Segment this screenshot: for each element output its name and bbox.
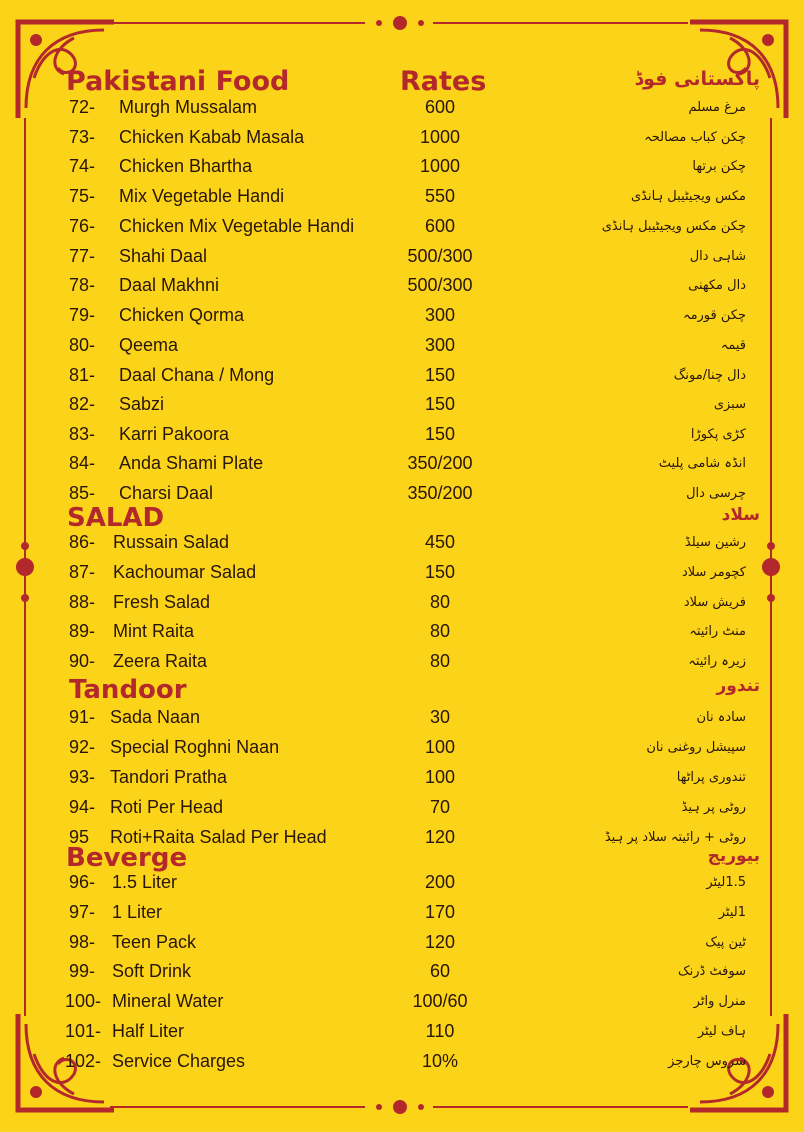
menu-item-row [0, 216, 804, 242]
item-urdu-name: چکن مکس ویجیٹیبل ہانڈی [601, 219, 746, 234]
item-number: 74- [69, 156, 96, 176]
menu-item-row [0, 961, 804, 987]
menu-item-row [0, 872, 804, 898]
item-price: 170 [424, 902, 456, 922]
item-price: 80 [429, 592, 451, 612]
item-name: Murgh Mussalam [119, 97, 258, 117]
item-name: 1.5 Liter [112, 872, 178, 892]
item-number: 79- [69, 305, 96, 325]
item-urdu-name: رشین سیلڈ [684, 535, 746, 550]
item-price: 500/300 [407, 246, 473, 266]
item-name: Daal Chana / Mong [119, 365, 275, 385]
menu-item-row [0, 186, 804, 212]
item-number: 81- [69, 365, 96, 385]
item-urdu-name: انڈہ شامی پلیٹ [658, 456, 746, 471]
item-name: Tandori Pratha [110, 767, 228, 787]
item-name: Mint Raita [113, 621, 195, 641]
item-urdu-name: سبزی [713, 397, 746, 412]
item-name: Daal Makhni [119, 275, 220, 295]
item-urdu-name: چکن قورمہ [682, 308, 746, 323]
item-price: 120 [424, 932, 456, 952]
item-name: Russain Salad [113, 532, 230, 552]
menu-item-row [0, 394, 804, 420]
item-name: Chicken Kabab Masala [119, 127, 305, 147]
item-price: 150 [424, 562, 456, 582]
item-price: 150 [424, 424, 456, 444]
item-urdu-name: کچومر سلاد [681, 565, 746, 580]
item-urdu-name: روٹی پر ہیڈ [681, 800, 746, 815]
item-urdu-name: ٹین پیک [705, 935, 746, 950]
item-urdu-name: مکس ویجیٹیبل ہانڈی [630, 189, 746, 204]
menu-item-row [0, 902, 804, 928]
menu-item-row [0, 127, 804, 153]
item-price: 110 [425, 1021, 455, 1041]
item-number: 96- [69, 872, 96, 892]
item-urdu-name: کڑی پکوڑا [690, 427, 746, 442]
item-price: 350/200 [407, 453, 473, 473]
item-price: 600 [424, 216, 456, 236]
item-price: 1000 [419, 156, 461, 176]
item-number: 80- [69, 335, 96, 355]
item-name: Qeema [119, 335, 179, 355]
item-urdu-name: سپیشل روغنی نان [646, 740, 746, 755]
menu-item-row [0, 797, 804, 823]
item-number: 72- [69, 97, 96, 117]
item-price: 150 [424, 394, 456, 414]
item-name: Zeera Raita [113, 651, 208, 671]
item-price: 300 [424, 335, 456, 355]
item-number: 88- [69, 592, 96, 612]
item-number: 92- [69, 737, 96, 757]
item-name: Shahi Daal [119, 246, 208, 266]
menu-item-row [0, 621, 804, 647]
item-number: 94- [69, 797, 96, 817]
item-name: Special Roghni Naan [110, 737, 280, 757]
menu-item-row [0, 305, 804, 331]
menu-item-row [0, 737, 804, 763]
item-name: Roti+Raita Salad Per Head [110, 827, 327, 847]
item-number: 91- [69, 707, 96, 727]
item-number: 85- [69, 483, 96, 503]
item-urdu-name: چکن کباب مصالحہ [644, 130, 746, 145]
item-number: 75- [69, 186, 96, 206]
item-price: 100 [424, 737, 456, 757]
item-price: 200 [424, 872, 456, 892]
menu-item-row [0, 365, 804, 391]
item-price: 550 [424, 186, 456, 206]
ornament-dot [376, 1104, 382, 1110]
menu-item-row [0, 335, 804, 361]
menu-item-row [0, 1051, 804, 1077]
tandoor-section-title: Tandoor [69, 675, 187, 705]
urdu-food-section-title: پاکستانی فوڈ [634, 68, 760, 90]
item-number: 84- [69, 453, 96, 473]
item-name: Roti Per Head [110, 797, 224, 817]
item-urdu-name: سادہ نان [696, 710, 746, 725]
item-number: 89- [69, 621, 96, 641]
item-urdu-name: تندوری پراٹھا [676, 770, 746, 785]
beverage-section-title: Beverge [66, 843, 188, 873]
item-urdu-name: زیرہ رائیتہ [688, 654, 746, 669]
menu-item-row [0, 156, 804, 182]
rates-column-title: Rates [400, 66, 487, 97]
item-number: 93- [69, 767, 96, 787]
ornament-dot [393, 1100, 407, 1114]
menu-item-row [0, 275, 804, 301]
item-urdu-name: دال مکھنی [688, 278, 746, 293]
ornament-dot [376, 20, 382, 26]
item-price: 80 [429, 651, 451, 671]
item-number: 101- [65, 1021, 102, 1041]
item-urdu-name: دال چنا/مونگ [673, 368, 746, 383]
ornament-dot [418, 20, 424, 26]
menu-item-row [0, 97, 804, 123]
item-number: 78- [69, 275, 96, 295]
frame-bottom-left-line [110, 1106, 365, 1108]
item-price: 100 [424, 767, 456, 787]
item-urdu-name: 1لیٹر [718, 905, 746, 920]
item-number: 99- [69, 961, 96, 981]
item-number: 77- [69, 246, 96, 266]
item-name: Chicken Bhartha [119, 156, 253, 176]
menu-item-row [0, 453, 804, 479]
item-price: 450 [424, 532, 456, 552]
frame-top-left-line [110, 22, 365, 24]
item-name: 1 Liter [112, 902, 163, 922]
item-name: Teen Pack [112, 932, 197, 952]
item-urdu-name: مرغ مسلم [688, 100, 746, 115]
menu-item-row [0, 651, 804, 677]
item-price: 300 [424, 305, 456, 325]
item-name: Charsi Daal [119, 483, 214, 503]
item-urdu-name: قیمہ [720, 338, 746, 353]
food-section-title: Pakistani Food [66, 66, 290, 97]
item-number: 102- [65, 1051, 102, 1071]
item-urdu-name: شاہی دال [689, 249, 746, 264]
item-price: 30 [429, 707, 451, 727]
item-urdu-name: چکن برتھا [692, 159, 746, 174]
item-number: 98- [69, 932, 96, 952]
item-urdu-name: چرسی دال [686, 486, 746, 501]
menu-item-row [0, 483, 804, 509]
item-name: Mineral Water [112, 991, 224, 1011]
item-name: Chicken Mix Vegetable Handi [119, 216, 355, 236]
menu-item-row [0, 827, 804, 853]
frame-bottom-right-line [433, 1106, 688, 1108]
ornament-dot [393, 16, 407, 30]
item-name: Mix Vegetable Handi [119, 186, 285, 206]
item-urdu-name: 1.5لیٹر [706, 875, 746, 890]
item-number: 90- [69, 651, 96, 671]
urdu-salad-section-title: سلاد [721, 505, 760, 525]
item-name: Chicken Qorma [119, 305, 245, 325]
item-name: Kachoumar Salad [113, 562, 257, 582]
urdu-tandoor-section-title: تندور [716, 676, 760, 696]
urdu-beverage-section-title: بیوریج [707, 846, 760, 866]
menu-item-row [0, 532, 804, 558]
menu-item-row [0, 592, 804, 618]
item-price: 100/60 [412, 991, 468, 1011]
item-price: 1000 [419, 127, 461, 147]
item-price: 80 [429, 621, 451, 641]
item-price: 120 [424, 827, 456, 847]
item-name: Half Liter [112, 1021, 185, 1041]
item-number: 86- [69, 532, 96, 552]
item-price: 150 [424, 365, 456, 385]
ornament-dot [418, 1104, 424, 1110]
item-price: 600 [424, 97, 456, 117]
item-number: 83- [69, 424, 96, 444]
item-urdu-name: منٹ رائیتہ [689, 624, 746, 639]
menu-item-row [0, 707, 804, 733]
frame-top-right-line [433, 22, 688, 24]
item-number: 73- [69, 127, 96, 147]
item-urdu-name: سوفٹ ڈرنک [677, 964, 746, 979]
menu-item-row [0, 246, 804, 272]
menu-item-row [0, 767, 804, 793]
item-number: 87- [69, 562, 96, 582]
item-name: Anda Shami Plate [119, 453, 264, 473]
item-name: Sada Naan [110, 707, 201, 727]
item-number: 95 [69, 827, 90, 847]
item-name: Sabzi [119, 394, 165, 414]
item-name: Soft Drink [112, 961, 192, 981]
item-price: 350/200 [407, 483, 473, 503]
menu-item-row [0, 562, 804, 588]
item-urdu-name: فریش سلاد [683, 595, 746, 610]
menu-item-row [0, 932, 804, 958]
item-number: 100- [65, 991, 102, 1011]
item-price: 70 [429, 797, 451, 817]
menu-item-row [0, 424, 804, 450]
item-urdu-name: سروس چارجز [668, 1054, 746, 1069]
item-number: 76- [69, 216, 96, 236]
item-urdu-name: روٹی + رائیتہ سلاد پر ہیڈ [604, 830, 746, 845]
menu-item-row [0, 1021, 804, 1047]
item-urdu-name: منرل واٹر [693, 994, 746, 1009]
item-name: Karri Pakoora [119, 424, 230, 444]
salad-section-title: SALAD [67, 503, 165, 533]
item-number: 97- [69, 902, 96, 922]
item-price: 10% [421, 1051, 459, 1071]
item-urdu-name: ہاف لیٹر [697, 1024, 746, 1039]
item-price: 500/300 [407, 275, 473, 295]
item-number: 82- [69, 394, 96, 414]
item-name: Service Charges [112, 1051, 246, 1071]
item-price: 60 [429, 961, 451, 981]
item-name: Fresh Salad [113, 592, 211, 612]
menu-item-row [0, 991, 804, 1017]
